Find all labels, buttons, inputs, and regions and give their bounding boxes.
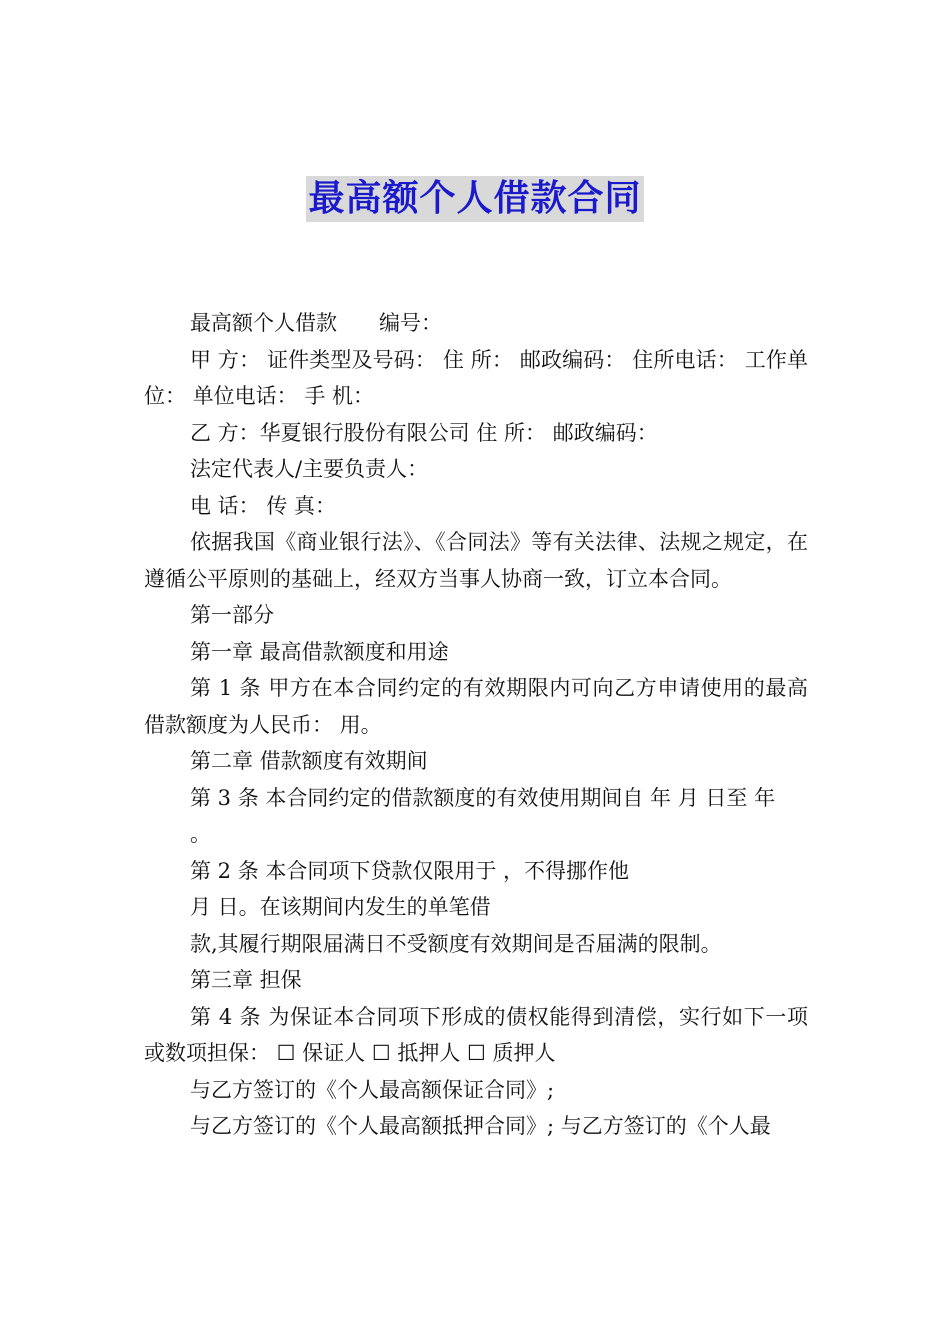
paragraph-article-4: 第 4 条 为保证本合同项下形成的债权能得到清偿，实行如下一项或数项担保： ☐ 保证人 ☐ 抵押人 ☐ 质押人 <box>144 1004 808 1065</box>
document-body <box>144 305 808 1145</box>
paragraph-guarantee-contract: 与乙方签订的《个人最高额保证合同》; <box>190 1077 555 1102</box>
paragraph-phone-fax: 电 话： 传 真： <box>190 493 337 518</box>
paragraph-chapter-one: 第一章 最高借款额度和用途 <box>190 639 449 664</box>
title-wrap <box>0 176 950 222</box>
paragraph-chapter-two: 第二章 借款额度有效期间 <box>190 749 428 773</box>
paragraph-party-a: 甲 方： 证件类型及号码： 住 所： 邮政编码： 住所电话： 工作单位： 单位电话： 手 机： <box>144 347 808 408</box>
paragraph-article-1: 第 1 条 甲方在本合同约定的有效期限内可向乙方申请使用的最高借款额度为人民币： 用。 <box>144 676 808 737</box>
paragraph-preamble: 依据我国《商业银行法》、《合同法》等有关法律、法规之规定，在遵循公平原则的基础上，经双方当事人协商一致，订立本合同。 <box>144 530 808 591</box>
paragraph-part-one: 第一部分 <box>190 603 274 627</box>
paragraph-period-mark: 。 <box>190 822 211 846</box>
paragraph-chapter-three: 第三章 担保 <box>190 968 302 992</box>
paragraph-article-3-cont: 月 日。在该期间内发生的单笔借 <box>190 895 491 919</box>
paragraph-article-3-end: 款,其履行期限届满日不受额度有效期间是否届满的限制。 <box>190 931 722 956</box>
paragraph-party-b: 乙 方：华夏银行股份有限公司 住 所： 邮政编码： <box>190 420 658 445</box>
paragraph-mortgage-contract: 与乙方签订的《个人最高额抵押合同》; 与乙方签订的《个人最 <box>190 1114 771 1138</box>
paragraph-contract-number: 最高额个人借款 编号： <box>190 311 442 335</box>
document-title: 最高额个人借款合同 <box>306 176 643 222</box>
paragraph-article-3: 第 3 条 本合同约定的借款额度的有效使用期间自 年 月 日至 年 <box>190 785 776 810</box>
paragraph-legal-representative: 法定代表人/主要负责人： <box>190 457 429 481</box>
paragraph-article-2: 第 2 条 本合同项下贷款仅限用于 ，不得挪作他 <box>190 858 630 883</box>
